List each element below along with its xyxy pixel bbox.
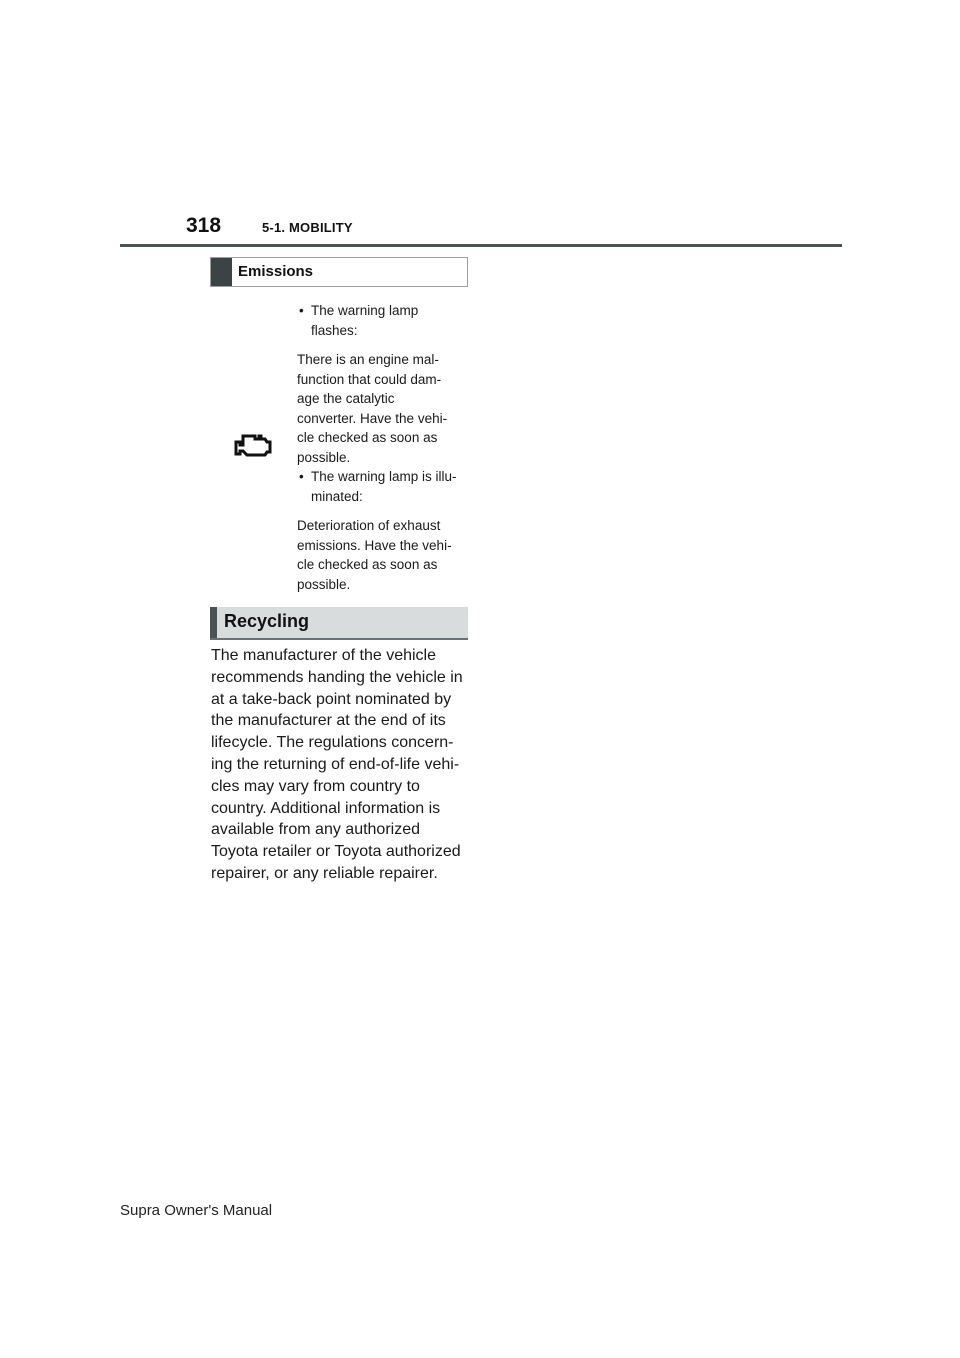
para-deterioration-line-2: emissions. Have the vehi- [297, 537, 452, 553]
para-malfunction-line-2: function that could dam- [297, 371, 442, 387]
para-deterioration-line-4: possible. [297, 576, 351, 592]
body-line: available from any authorized [211, 821, 421, 839]
body-line: at a take-back point nominated by [211, 690, 452, 708]
para-malfunction-line-5: cle checked as soon as [297, 430, 438, 445]
para-malfunction [297, 350, 469, 467]
para-malfunction-line-3: age the catalytic [297, 391, 395, 406]
bullet-illuminated-line-2: minated: [311, 488, 363, 504]
body-line: the manufacturer at the end of its [211, 712, 446, 730]
para-malfunction-line-6: possible. [297, 449, 351, 465]
para-malfunction-line-4: converter. Have the vehi- [297, 410, 448, 426]
para-deterioration-line-3: cle checked as soon as [297, 557, 438, 572]
section-title: 5-1. MOBILITY [262, 220, 353, 235]
recycling-heading [210, 607, 468, 640]
page-number: 318 [186, 214, 222, 237]
recycling-body [211, 645, 471, 885]
bullet-illuminated [297, 467, 469, 506]
para-deterioration [297, 516, 469, 594]
header-marker [211, 258, 232, 286]
body-line: ing the returning of end-of-life vehi- [211, 755, 460, 773]
body-line: The manufacturer of the vehicle [211, 647, 437, 664]
body-line: Toyota retailer or Toyota authorized [211, 843, 461, 861]
body-line: lifecycle. The regulations concern- [211, 734, 454, 752]
body-line: recommends handing the vehicle in [211, 668, 463, 686]
emissions-table-body [210, 287, 468, 590]
engine-warning-icon [234, 433, 272, 461]
emissions-title: Emissions [238, 263, 314, 280]
para-deterioration-line-1: Deterioration of exhaust [297, 518, 441, 533]
para-malfunction-line-1: There is an engine mal- [297, 352, 439, 367]
recycling-title: Recycling [224, 611, 310, 631]
bullet-illuminated-line-1: The warning lamp is illu- [311, 469, 457, 484]
body-line: country. Additional information is [211, 799, 441, 817]
header-rule [120, 244, 842, 247]
bullet-flashes [297, 301, 469, 340]
bullet-flashes-line-2: flashes: [311, 322, 358, 338]
body-line: cles may vary from country to [211, 777, 420, 795]
recycling-marker [210, 607, 217, 638]
emissions-table-header [210, 257, 468, 287]
emissions-description [297, 301, 469, 594]
footer-manual-name: Supra Owner's Manual [120, 1202, 273, 1219]
body-line: repairer, or any reliable repairer. [211, 864, 438, 882]
bullet-flashes-line-1: The warning lamp [311, 303, 419, 318]
